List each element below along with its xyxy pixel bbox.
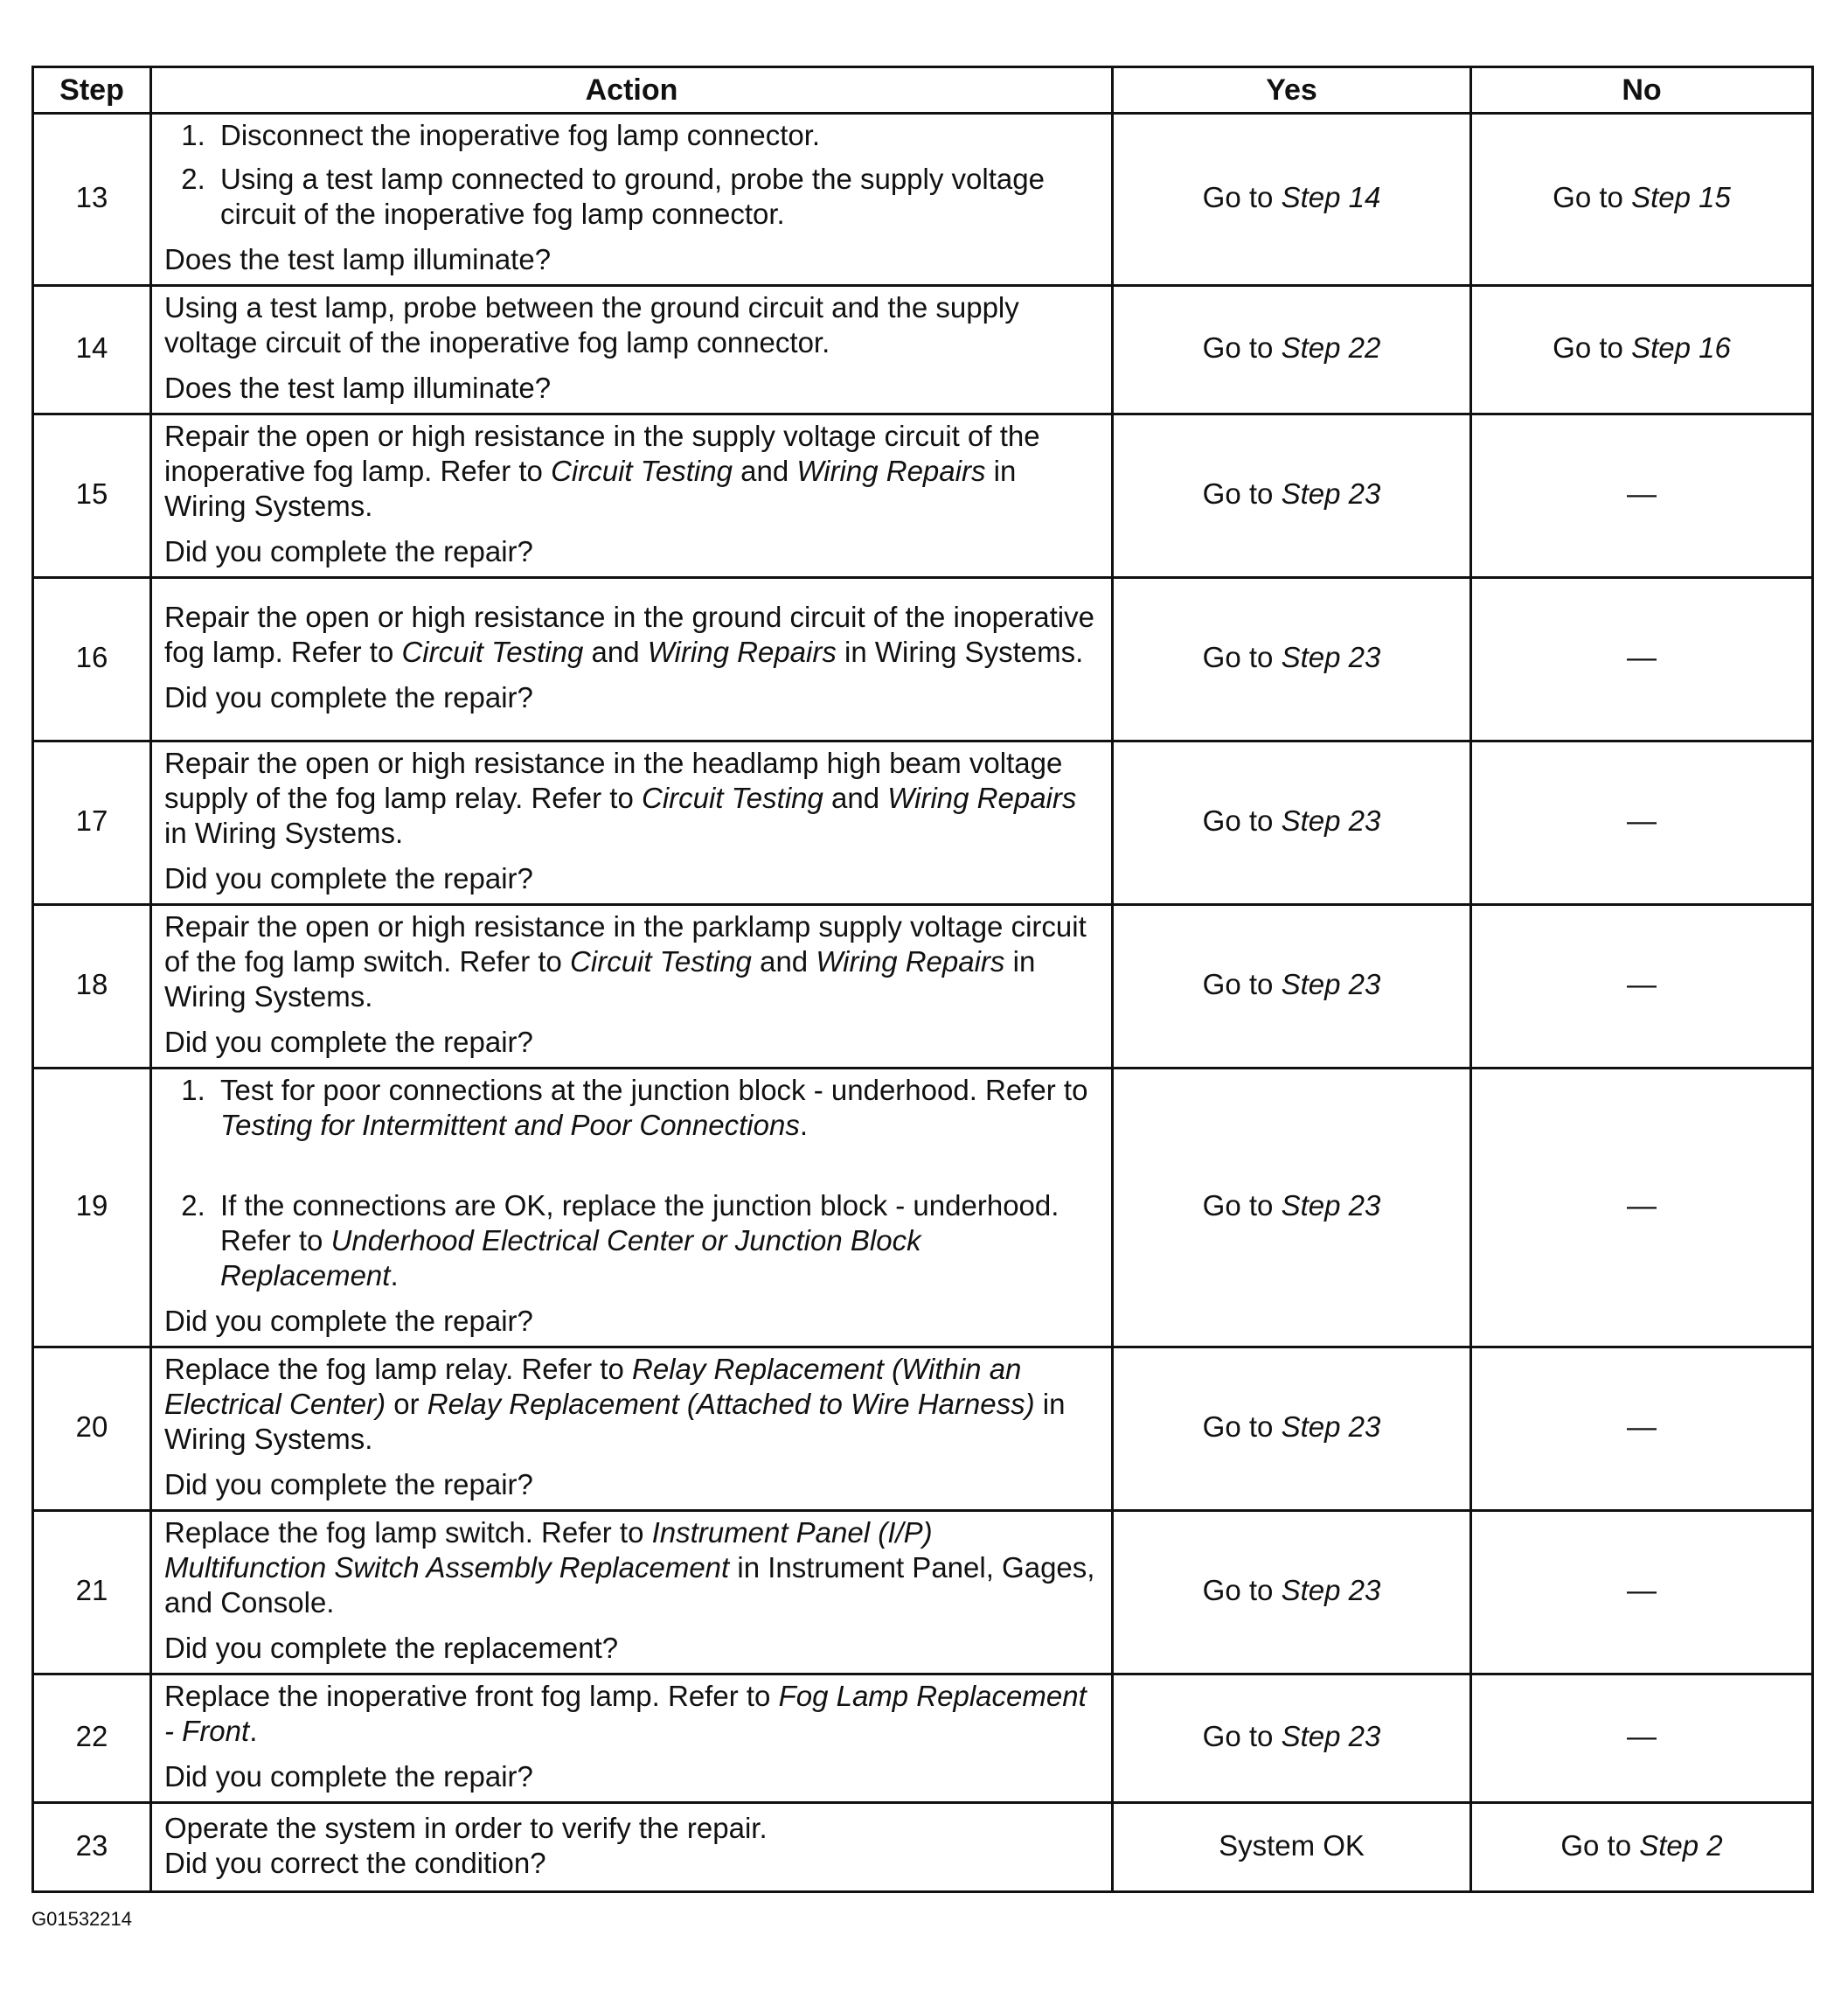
list-item [213, 1073, 1099, 1143]
action-question: Does the test lamp illuminate? [164, 372, 552, 404]
no-cell: — [1471, 905, 1813, 1069]
step-reference: Step 14 [1281, 181, 1381, 213]
action-text [164, 419, 1099, 524]
action-text-part: Replace the inoperative front fog lamp. Refer to [164, 1680, 779, 1712]
go-to-label: Go to [1553, 331, 1623, 364]
go-to-label: Go to [1202, 1574, 1274, 1606]
header-no: No [1471, 67, 1813, 114]
yes-cell [1113, 114, 1471, 286]
go-to-label: Go to [1202, 1189, 1274, 1222]
no-cell: — [1471, 1674, 1813, 1803]
step-number: 21 [33, 1511, 151, 1674]
action-question: Does the test lamp illuminate? [164, 243, 552, 275]
step-number: 17 [33, 741, 151, 905]
go-to-label: Go to [1553, 181, 1623, 213]
action-cell [151, 286, 1113, 414]
header-step: Step [33, 67, 151, 114]
reference-link: Wiring Repairs [796, 455, 986, 487]
action-text-part: and [732, 455, 797, 487]
action-cell [151, 1803, 1113, 1892]
go-to-label: Go to [1202, 968, 1274, 1000]
step-reference: Step 23 [1281, 804, 1381, 837]
step-reference: Step 23 [1281, 641, 1381, 673]
action-question: Did you complete the replacement? [164, 1632, 619, 1664]
action-text-part: . [390, 1259, 399, 1291]
action-text [164, 1352, 1099, 1457]
header-yes: Yes [1113, 67, 1471, 114]
action-text-part: If the connections are OK, replace the junction block - underhood. Refer to [220, 1189, 1059, 1257]
step-number: 13 [33, 114, 151, 286]
step-reference: Step 23 [1281, 477, 1381, 510]
go-to-label: Go to [1202, 477, 1274, 510]
table-row [33, 741, 1813, 905]
reference-link: Wiring Repairs [647, 636, 837, 668]
no-cell [1471, 114, 1813, 286]
action-cell [151, 114, 1113, 286]
step-reference: Step 22 [1281, 331, 1381, 364]
no-cell [1471, 1803, 1813, 1892]
go-to-label: Go to [1560, 1828, 1632, 1862]
action-text-part: and [583, 636, 648, 668]
yes-cell: System OK [1113, 1803, 1471, 1892]
action-text-part: Replace the fog lamp switch. Refer to [164, 1516, 652, 1549]
action-text-part: Replace the fog lamp relay. Refer to [164, 1353, 632, 1385]
action-text-part: in Wiring Systems. [164, 455, 1017, 522]
action-text-part: and [823, 782, 888, 814]
action-text-part: Repair the open or high resistance in the supply voltage circuit of the inoperative fog lamp. Refer to [164, 420, 1040, 487]
reference-link: Relay Replacement (Within an Electrical Center) [164, 1353, 1022, 1420]
action-text-part: . [249, 1715, 258, 1747]
yes-cell [1113, 1674, 1471, 1803]
step-reference: Step 23 [1281, 1189, 1381, 1222]
reference-link: Instrument Panel (I/P) Multifunction Switch Assembly Replacement [164, 1516, 933, 1584]
yes-cell [1113, 1069, 1471, 1347]
list-item: 1. Disconnect the inoperative fog lamp connector. [213, 118, 1099, 153]
reference-link: Circuit Testing [551, 455, 733, 487]
action-question: Did you complete the repair? [164, 1305, 533, 1337]
table-row [33, 1069, 1813, 1347]
step-number: 23 [33, 1803, 151, 1892]
action-text-part: Test for poor connections at the junction block - underhood. Refer to [220, 1074, 1088, 1106]
action-cell [151, 905, 1113, 1069]
no-cell: — [1471, 414, 1813, 578]
action-cell [151, 1069, 1113, 1347]
list-item [213, 1188, 1099, 1293]
step-reference: Step 16 [1631, 331, 1731, 364]
action-text: Operate the system in order to verify the repair. [164, 1811, 768, 1844]
action-question: Did you correct the condition? [164, 1846, 546, 1879]
step-number: 14 [33, 286, 151, 414]
action-question: Did you complete the repair? [164, 1468, 533, 1500]
action-question: Did you complete the repair? [164, 681, 533, 714]
figure-id: G01532214 [31, 1908, 132, 1930]
action-text [164, 909, 1099, 1014]
action-text-part: and [751, 945, 816, 978]
reference-link: Underhood Electrical Center or Junction Block Replacement [220, 1224, 921, 1291]
table-row [33, 414, 1813, 578]
table-row [33, 578, 1813, 741]
yes-cell [1113, 741, 1471, 905]
yes-cell [1113, 1347, 1471, 1511]
go-to-label: Go to [1202, 641, 1274, 673]
table-row [33, 286, 1813, 414]
step-reference: Step 23 [1281, 1410, 1381, 1443]
yes-cell [1113, 286, 1471, 414]
reference-link: Wiring Repairs [816, 945, 1005, 978]
step-number: 22 [33, 1674, 151, 1803]
step-reference: Step 23 [1281, 1574, 1381, 1606]
action-cell [151, 1347, 1113, 1511]
step-reference: Step 2 [1639, 1828, 1723, 1862]
yes-cell [1113, 1511, 1471, 1674]
action-text-part: Repair the open or high resistance in the parklamp supply voltage circuit of the fog lamp switch. Refer to [164, 910, 1087, 978]
action-cell [151, 741, 1113, 905]
no-cell [1471, 286, 1813, 414]
table-row [33, 905, 1813, 1069]
table-row [33, 1511, 1813, 1674]
action-text [164, 746, 1099, 851]
yes-cell [1113, 578, 1471, 741]
step-number: 15 [33, 414, 151, 578]
action-text-part: Repair the open or high resistance in the headlamp high beam voltage supply of the fog lamp relay. Refer to [164, 747, 1063, 814]
step-reference: Step 23 [1281, 968, 1381, 1000]
action-list [164, 118, 1099, 232]
no-cell: — [1471, 1511, 1813, 1674]
yes-cell [1113, 414, 1471, 578]
action-text-part: in Instrument Panel, Gages, and Console. [164, 1551, 1095, 1619]
action-list [164, 1073, 1099, 1293]
action-question: Did you complete the repair? [164, 862, 533, 895]
yes-cell [1113, 905, 1471, 1069]
step-reference: Step 23 [1281, 1720, 1381, 1752]
action-cell [151, 1674, 1113, 1803]
action-text-part: in Wiring Systems. [164, 817, 404, 849]
action-question: Did you complete the repair? [164, 1760, 533, 1793]
action-text-part: in Wiring Systems. [836, 636, 1084, 668]
step-reference: Step 15 [1631, 181, 1731, 213]
table-row [33, 1347, 1813, 1511]
action-text [164, 600, 1099, 670]
reference-link: Testing for Intermittent and Poor Connections [220, 1109, 800, 1141]
no-cell: — [1471, 741, 1813, 905]
go-to-label: Go to [1202, 1720, 1274, 1752]
action-question: Did you complete the repair? [164, 535, 533, 567]
action-text [164, 1515, 1099, 1620]
step-number: 19 [33, 1069, 151, 1347]
reference-link: Relay Replacement (Attached to Wire Harness) [427, 1388, 1035, 1420]
no-cell: — [1471, 1347, 1813, 1511]
step-number: 16 [33, 578, 151, 741]
action-text-part: in Wiring Systems. [164, 1388, 1066, 1455]
diagnostic-table [31, 66, 1814, 1893]
reference-link: Fog Lamp Replacement - Front [164, 1680, 1087, 1747]
table-row [33, 1803, 1813, 1892]
action-question: Did you complete the repair? [164, 1026, 533, 1058]
list-item: 2. Using a test lamp connected to ground, probe the supply voltage circuit of the inoperative fog lamp connector. [213, 162, 1099, 232]
reference-link: Circuit Testing [570, 945, 752, 978]
reference-link: Wiring Repairs [887, 782, 1077, 814]
header-action: Action [151, 67, 1113, 114]
reference-link: Circuit Testing [642, 782, 823, 814]
action-text-part: . [799, 1109, 808, 1141]
go-to-label: Go to [1202, 1410, 1274, 1443]
action-cell [151, 1511, 1113, 1674]
action-text: Using a test lamp, probe between the ground circuit and the supply voltage circuit of the inoperative fog lamp connector. [164, 291, 1019, 359]
action-text-part: in Wiring Systems. [164, 945, 1036, 1013]
action-text [164, 1679, 1099, 1749]
step-number: 20 [33, 1347, 151, 1511]
action-cell [151, 578, 1113, 741]
go-to-label: Go to [1202, 181, 1274, 213]
reference-link: Circuit Testing [401, 636, 584, 668]
header-row [33, 67, 1813, 114]
go-to-label: Go to [1202, 331, 1274, 364]
no-cell: — [1471, 1069, 1813, 1347]
go-to-label: Go to [1202, 804, 1274, 837]
action-text-part: or [386, 1388, 427, 1420]
action-text-part: Repair the open or high resistance in the ground circuit of the inoperative fog lamp. Refer to [164, 601, 1094, 668]
table-row [33, 1674, 1813, 1803]
table-row [33, 114, 1813, 286]
no-cell: — [1471, 578, 1813, 741]
action-cell [151, 414, 1113, 578]
step-number: 18 [33, 905, 151, 1069]
